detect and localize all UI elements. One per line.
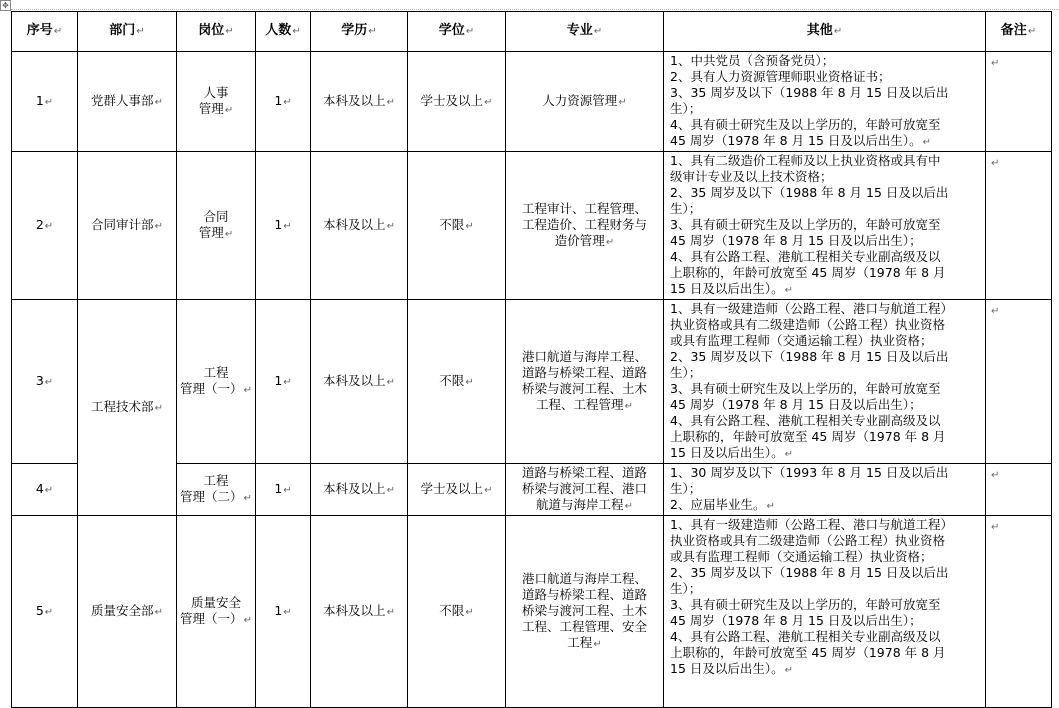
post-text: 质量安全 xyxy=(190,594,241,610)
column-header[interactable] xyxy=(311,12,408,52)
paragraph-mark-icon: ↵ xyxy=(991,522,1000,533)
requirement-line xyxy=(670,581,979,597)
major-line xyxy=(509,349,660,365)
paragraph-mark-icon: ↵ xyxy=(368,26,377,37)
requirement-text: 1、30 周岁及以下（1993 年 8 月 15 日及以后出 xyxy=(670,465,949,480)
table-row xyxy=(12,300,1052,464)
paragraph-mark-icon: ↵ xyxy=(44,484,54,496)
requirement-text: 1、中共党员（含预备党员）； xyxy=(670,53,835,68)
column-header[interactable] xyxy=(177,12,256,52)
post-line xyxy=(180,381,252,399)
paragraph-mark-icon: ↵ xyxy=(922,137,932,148)
requirement-text: 上职称的，年龄可放宽至 45 周岁（1978 年 8 月 xyxy=(670,265,946,280)
degree: 学士及以上 xyxy=(420,92,484,108)
requirement-line xyxy=(670,597,979,613)
major-line xyxy=(509,365,660,381)
major-text: 工程造价、工程财务与 xyxy=(521,216,647,232)
column-header-label: 学历 xyxy=(341,23,368,38)
requirement-line xyxy=(670,333,979,349)
requirement-text: 上职称的，年龄可放宽至 45 周岁（1978 年 8 月 xyxy=(670,645,946,660)
paragraph-mark-icon: ↵ xyxy=(784,449,794,460)
post-text: 人事 xyxy=(203,84,229,100)
paragraph-mark-icon: ↵ xyxy=(225,26,234,37)
cell-other xyxy=(664,516,986,708)
post-line xyxy=(180,101,252,119)
department-name: 质量安全部 xyxy=(91,602,154,618)
post-line xyxy=(180,595,252,611)
requirement-line xyxy=(670,265,979,281)
major-text: 航道与海岸工程 xyxy=(536,496,624,512)
degree: 不限 xyxy=(439,372,465,388)
requirement-line xyxy=(670,517,979,533)
cell-no xyxy=(12,52,78,152)
column-header-label: 人数 xyxy=(265,23,292,38)
requirement-text: 3、35 周岁及以下（1988 年 8 月 15 日及以后出 xyxy=(670,85,949,100)
requirement-text: 4、具有硕士研究生及以上学历的，年龄可放宽至 xyxy=(670,117,941,132)
requirement-text: 2、具有人力资源管理师职业资格证书； xyxy=(670,69,891,84)
paragraph-mark-icon: ↵ xyxy=(386,484,395,496)
post-text: 管理 xyxy=(198,224,224,240)
requirement-text: 3、具有硕士研究生及以上学历的，年龄可放宽至 xyxy=(670,597,941,612)
cell-major xyxy=(506,152,664,300)
requirement-text: 或具有监理工程师（交通运输工程）执业资格； xyxy=(670,549,933,564)
paragraph-mark-icon: ↵ xyxy=(154,220,163,232)
requirement-text: 2、应届毕业生。 xyxy=(670,497,766,512)
row-number: 3 xyxy=(35,372,44,388)
column-header-label: 备注 xyxy=(1000,23,1027,38)
column-header[interactable] xyxy=(408,12,506,52)
requirement-line xyxy=(670,217,979,233)
cell-major xyxy=(506,464,664,516)
requirement-line xyxy=(670,465,979,481)
requirement-line xyxy=(670,281,979,299)
requirement-text: 3、具有硕士研究生及以上学历的，年龄可放宽至 xyxy=(670,381,941,396)
column-header[interactable] xyxy=(664,12,986,52)
requirement-text: 生）； xyxy=(670,201,702,216)
requirement-text: 生）； xyxy=(670,101,702,116)
paragraph-mark-icon: ↵ xyxy=(465,606,474,618)
cell-degree xyxy=(408,52,506,152)
requirement-text: 生）； xyxy=(670,365,702,380)
post-line xyxy=(180,473,252,489)
paragraph-mark-icon: ↵ xyxy=(593,638,602,650)
requirement-text: 1、具有二级造价工程师及以上执业资格或具有中 xyxy=(670,153,941,168)
cell-no xyxy=(12,152,78,300)
cell-other xyxy=(664,152,986,300)
cell-count xyxy=(256,152,311,300)
requirement-line xyxy=(670,481,979,497)
paragraph-mark-icon: ↵ xyxy=(784,665,794,676)
cell-post xyxy=(177,300,256,464)
requirement-text: 3、具有硕士研究生及以上学历的，年龄可放宽至 xyxy=(670,217,941,232)
requirement-line xyxy=(670,645,979,661)
headcount: 1 xyxy=(274,480,283,496)
headcount: 1 xyxy=(274,372,283,388)
major-line xyxy=(509,587,660,603)
cell-degree xyxy=(408,464,506,516)
degree: 不限 xyxy=(439,602,465,618)
post-text: 管理（二） xyxy=(180,488,243,504)
requirement-line xyxy=(670,133,979,151)
paragraph-mark-icon: ↵ xyxy=(593,26,603,37)
paragraph-mark-icon: ↵ xyxy=(605,236,615,248)
cell-department xyxy=(78,52,177,152)
education: 本科及以上 xyxy=(323,92,386,108)
major-text: 桥梁与渡河工程、土木 xyxy=(521,380,647,396)
requirement-text: 1、具有一级建造师（公路工程、港口与航道工程） xyxy=(670,517,953,532)
requirement-text: 1、具有一级建造师（公路工程、港口与航道工程） xyxy=(670,301,953,316)
paragraph-mark-icon: ↵ xyxy=(224,104,234,116)
row-number: 1 xyxy=(35,92,44,108)
cell-degree xyxy=(408,516,506,708)
paragraph-mark-icon: ↵ xyxy=(991,158,1000,169)
column-header[interactable] xyxy=(12,12,78,52)
requirement-text: 45 周岁（1978 年 8 月 15 日及以后出生）； xyxy=(670,233,922,248)
major-line xyxy=(509,571,660,587)
requirement-line xyxy=(670,101,979,117)
cell-department xyxy=(78,516,177,708)
major-line xyxy=(509,481,660,497)
major-text: 工程审计、工程管理、 xyxy=(521,200,647,216)
post-line xyxy=(180,209,252,225)
column-header[interactable] xyxy=(506,12,664,52)
requirement-line xyxy=(670,169,979,185)
cell-remark xyxy=(986,516,1052,708)
cell-department xyxy=(78,300,177,516)
paragraph-mark-icon: ↵ xyxy=(44,96,54,108)
paragraph-mark-icon: ↵ xyxy=(386,606,395,618)
requirement-line xyxy=(670,565,979,581)
major-text: 港口航道与海岸工程、 xyxy=(521,570,647,586)
major-line xyxy=(509,201,660,217)
cell-other xyxy=(664,52,986,152)
education: 本科及以上 xyxy=(323,480,386,496)
paragraph-mark-icon: ↵ xyxy=(465,26,475,37)
major-text: 工程、工程管理、安全 xyxy=(521,618,647,634)
paragraph-mark-icon: ↵ xyxy=(283,220,292,232)
degree: 学士及以上 xyxy=(420,480,484,496)
cell-major xyxy=(506,516,664,708)
paragraph-mark-icon: ↵ xyxy=(44,376,54,388)
paragraph-mark-icon: ↵ xyxy=(484,484,493,496)
paragraph-mark-icon: ↵ xyxy=(136,26,145,37)
cell-remark xyxy=(986,152,1052,300)
major-line xyxy=(509,603,660,619)
requirement-text: 2、35 周岁及以下（1988 年 8 月 15 日及以后出 xyxy=(670,349,949,364)
paragraph-mark-icon: ↵ xyxy=(465,376,474,388)
requirement-text: 4、具有公路工程、港航工程相关专业副高级及以 xyxy=(670,629,941,644)
cell-degree xyxy=(408,300,506,464)
major-line xyxy=(509,635,660,653)
cell-department xyxy=(78,152,177,300)
cell-education xyxy=(311,152,408,300)
paragraph-mark-icon: ↵ xyxy=(624,500,633,512)
paragraph-mark-icon: ↵ xyxy=(292,26,301,37)
right-margin-rule xyxy=(1051,11,1052,701)
major-line xyxy=(509,233,660,251)
major-text: 港口航道与海岸工程、 xyxy=(521,348,647,364)
post-line xyxy=(180,85,252,101)
requirement-line xyxy=(670,201,979,217)
cell-post xyxy=(177,516,256,708)
requirement-text: 45 周岁（1978 年 8 月 15 日及以后出生）； xyxy=(670,613,922,628)
column-header-label: 学位 xyxy=(438,23,465,38)
paragraph-mark-icon: ↵ xyxy=(154,96,163,108)
department-name: 党群人事部 xyxy=(91,92,154,108)
paragraph-mark-icon: ↵ xyxy=(766,501,775,512)
paragraph-mark-icon: ↵ xyxy=(243,492,252,504)
column-header-label: 岗位 xyxy=(198,23,225,38)
requirement-line xyxy=(670,249,979,265)
paragraph-mark-icon: ↵ xyxy=(991,58,1000,69)
recruitment-table xyxy=(11,11,1052,708)
requirement-line xyxy=(670,661,979,679)
requirement-text: 生）； xyxy=(670,481,702,496)
requirement-text: 45 周岁（1978 年 8 月 15 日及以后出生）。 xyxy=(670,133,922,148)
paragraph-mark-icon: ↵ xyxy=(283,606,292,618)
cell-post xyxy=(177,152,256,300)
cell-education xyxy=(311,300,408,464)
row-number: 2 xyxy=(35,216,44,232)
paragraph-mark-icon: ↵ xyxy=(991,306,1000,317)
requirement-line xyxy=(670,117,979,133)
column-header[interactable] xyxy=(256,12,311,52)
requirement-text: 15 日及以后出生）。 xyxy=(670,445,784,460)
header-row xyxy=(12,12,1052,52)
cell-no xyxy=(12,464,78,516)
post-line xyxy=(180,365,252,381)
column-header-label: 部门 xyxy=(109,23,136,38)
cell-remark xyxy=(986,464,1052,516)
requirement-line xyxy=(670,349,979,365)
paragraph-mark-icon: ↵ xyxy=(283,96,292,108)
requirement-line xyxy=(670,317,979,333)
major-text: 桥梁与渡河工程、港口 xyxy=(521,480,647,496)
cell-education xyxy=(311,516,408,708)
cell-count xyxy=(256,300,311,464)
requirement-line xyxy=(670,533,979,549)
requirement-text: 或具有监理工程师（交通运输工程）执业资格； xyxy=(670,333,933,348)
education: 本科及以上 xyxy=(323,372,386,388)
major-line xyxy=(509,217,660,233)
paragraph-mark-icon: ↵ xyxy=(44,220,54,232)
department-name: 合同审计部 xyxy=(91,216,154,232)
major-text: 道路与桥梁工程、道路 xyxy=(521,464,647,480)
major-line xyxy=(509,381,660,397)
requirement-line xyxy=(670,397,979,413)
major-text: 造价管理 xyxy=(554,232,605,248)
paragraph-mark-icon: ↵ xyxy=(624,400,633,412)
row-number: 4 xyxy=(35,480,44,496)
cell-count xyxy=(256,516,311,708)
paragraph-mark-icon: ↵ xyxy=(1027,26,1037,37)
table-row xyxy=(12,516,1052,708)
requirement-line xyxy=(670,429,979,445)
paragraph-mark-icon: ↵ xyxy=(784,285,794,296)
major-line xyxy=(509,93,660,111)
post-text: 管理（一） xyxy=(180,610,243,626)
requirement-line xyxy=(670,381,979,397)
paragraph-mark-icon: ↵ xyxy=(44,606,54,618)
cell-education xyxy=(311,52,408,152)
column-header-label: 专业 xyxy=(566,23,593,38)
post-text: 管理 xyxy=(198,100,224,116)
table-row xyxy=(12,52,1052,152)
cell-other xyxy=(664,300,986,464)
paragraph-mark-icon: ↵ xyxy=(283,376,292,388)
column-header-label: 序号 xyxy=(26,23,53,38)
row-number: 5 xyxy=(35,602,44,618)
post-text: 管理（一） xyxy=(180,380,243,396)
department-name: 工程技术部 xyxy=(91,398,154,414)
requirement-text: 2、35 周岁及以下（1988 年 8 月 15 日及以后出 xyxy=(670,185,949,200)
table-row xyxy=(12,152,1052,300)
column-header[interactable] xyxy=(78,12,177,52)
major-text: 人力资源管理 xyxy=(542,92,618,108)
requirement-text: 执业资格或具有二级建造师（公路工程）执业资格 xyxy=(670,317,946,332)
requirement-line xyxy=(670,413,979,429)
requirement-line xyxy=(670,233,979,249)
requirement-line xyxy=(670,497,979,515)
requirement-line xyxy=(670,549,979,565)
requirement-line xyxy=(670,185,979,201)
paragraph-mark-icon: ↵ xyxy=(833,26,843,37)
requirement-line xyxy=(670,53,979,69)
paragraph-mark-icon: ↵ xyxy=(386,96,395,108)
education: 本科及以上 xyxy=(323,602,386,618)
page-top-rule xyxy=(11,9,1059,10)
requirement-text: 4、具有公路工程、港航工程相关专业副高级及以 xyxy=(670,413,941,428)
major-line xyxy=(509,397,660,415)
requirement-line xyxy=(670,69,979,85)
major-text: 工程、工程管理 xyxy=(536,396,624,412)
paragraph-mark-icon: ↵ xyxy=(484,96,493,108)
cell-count xyxy=(256,464,311,516)
requirement-line xyxy=(670,153,979,169)
post-text: 工程 xyxy=(203,472,229,488)
paragraph-mark-icon: ↵ xyxy=(224,228,234,240)
requirement-text: 上职称的，年龄可放宽至 45 周岁（1978 年 8 月 xyxy=(670,429,946,444)
requirement-line xyxy=(670,613,979,629)
major-line xyxy=(509,465,660,481)
post-text: 工程 xyxy=(203,364,229,380)
cell-remark xyxy=(986,300,1052,464)
requirement-line xyxy=(670,445,979,463)
headcount: 1 xyxy=(274,216,283,232)
cell-other xyxy=(664,464,986,516)
major-text: 工程 xyxy=(567,634,593,650)
table-move-handle-icon[interactable]: ✥ xyxy=(0,0,11,11)
column-header[interactable] xyxy=(986,12,1052,52)
paragraph-mark-icon: ↵ xyxy=(386,220,395,232)
major-text: 道路与桥梁工程、道路 xyxy=(521,364,647,380)
headcount: 1 xyxy=(274,602,283,618)
post-line xyxy=(180,611,252,629)
requirement-text: 45 周岁（1978 年 8 月 15 日及以后出生）； xyxy=(670,397,922,412)
paragraph-mark-icon: ↵ xyxy=(618,96,627,108)
cell-no xyxy=(12,300,78,464)
paragraph-mark-icon: ↵ xyxy=(154,402,163,414)
requirement-line xyxy=(670,85,979,101)
paragraph-mark-icon: ↵ xyxy=(465,220,474,232)
requirement-line xyxy=(670,629,979,645)
requirement-text: 2、35 周岁及以下（1988 年 8 月 15 日及以后出 xyxy=(670,565,949,580)
cell-education xyxy=(311,464,408,516)
cell-degree xyxy=(408,152,506,300)
paragraph-mark-icon: ↵ xyxy=(386,376,395,388)
requirement-text: 级审计专业及以上技术资格； xyxy=(670,169,833,184)
post-text: 合同 xyxy=(203,208,229,224)
column-header-label: 其他 xyxy=(806,23,833,38)
paragraph-mark-icon: ↵ xyxy=(991,470,1000,481)
requirement-text: 15 日及以后出生）。 xyxy=(670,281,784,296)
cell-no xyxy=(12,516,78,708)
cell-major xyxy=(506,52,664,152)
requirement-text: 15 日及以后出生）。 xyxy=(670,661,784,676)
cell-count xyxy=(256,52,311,152)
major-line xyxy=(509,497,660,515)
major-text: 道路与桥梁工程、道路 xyxy=(521,586,647,602)
cell-post xyxy=(177,464,256,516)
post-line xyxy=(180,225,252,243)
paragraph-mark-icon: ↵ xyxy=(154,606,163,618)
cell-post xyxy=(177,52,256,152)
requirement-text: 生）； xyxy=(670,581,702,596)
paragraph-mark-icon: ↵ xyxy=(53,26,63,37)
major-line xyxy=(509,619,660,635)
requirement-line xyxy=(670,365,979,381)
paragraph-mark-icon: ↵ xyxy=(243,614,252,626)
headcount: 1 xyxy=(274,92,283,108)
major-text: 桥梁与渡河工程、土木 xyxy=(521,602,647,618)
cell-remark xyxy=(986,52,1052,152)
education: 本科及以上 xyxy=(323,216,386,232)
requirement-text: 4、具有公路工程、港航工程相关专业副高级及以 xyxy=(670,249,941,264)
post-line xyxy=(180,489,252,507)
cell-major xyxy=(506,300,664,464)
requirement-text: 执业资格或具有二级建造师（公路工程）执业资格 xyxy=(670,533,946,548)
paragraph-mark-icon: ↵ xyxy=(283,484,292,496)
requirement-line xyxy=(670,301,979,317)
degree: 不限 xyxy=(439,216,465,232)
paragraph-mark-icon: ↵ xyxy=(243,384,252,396)
